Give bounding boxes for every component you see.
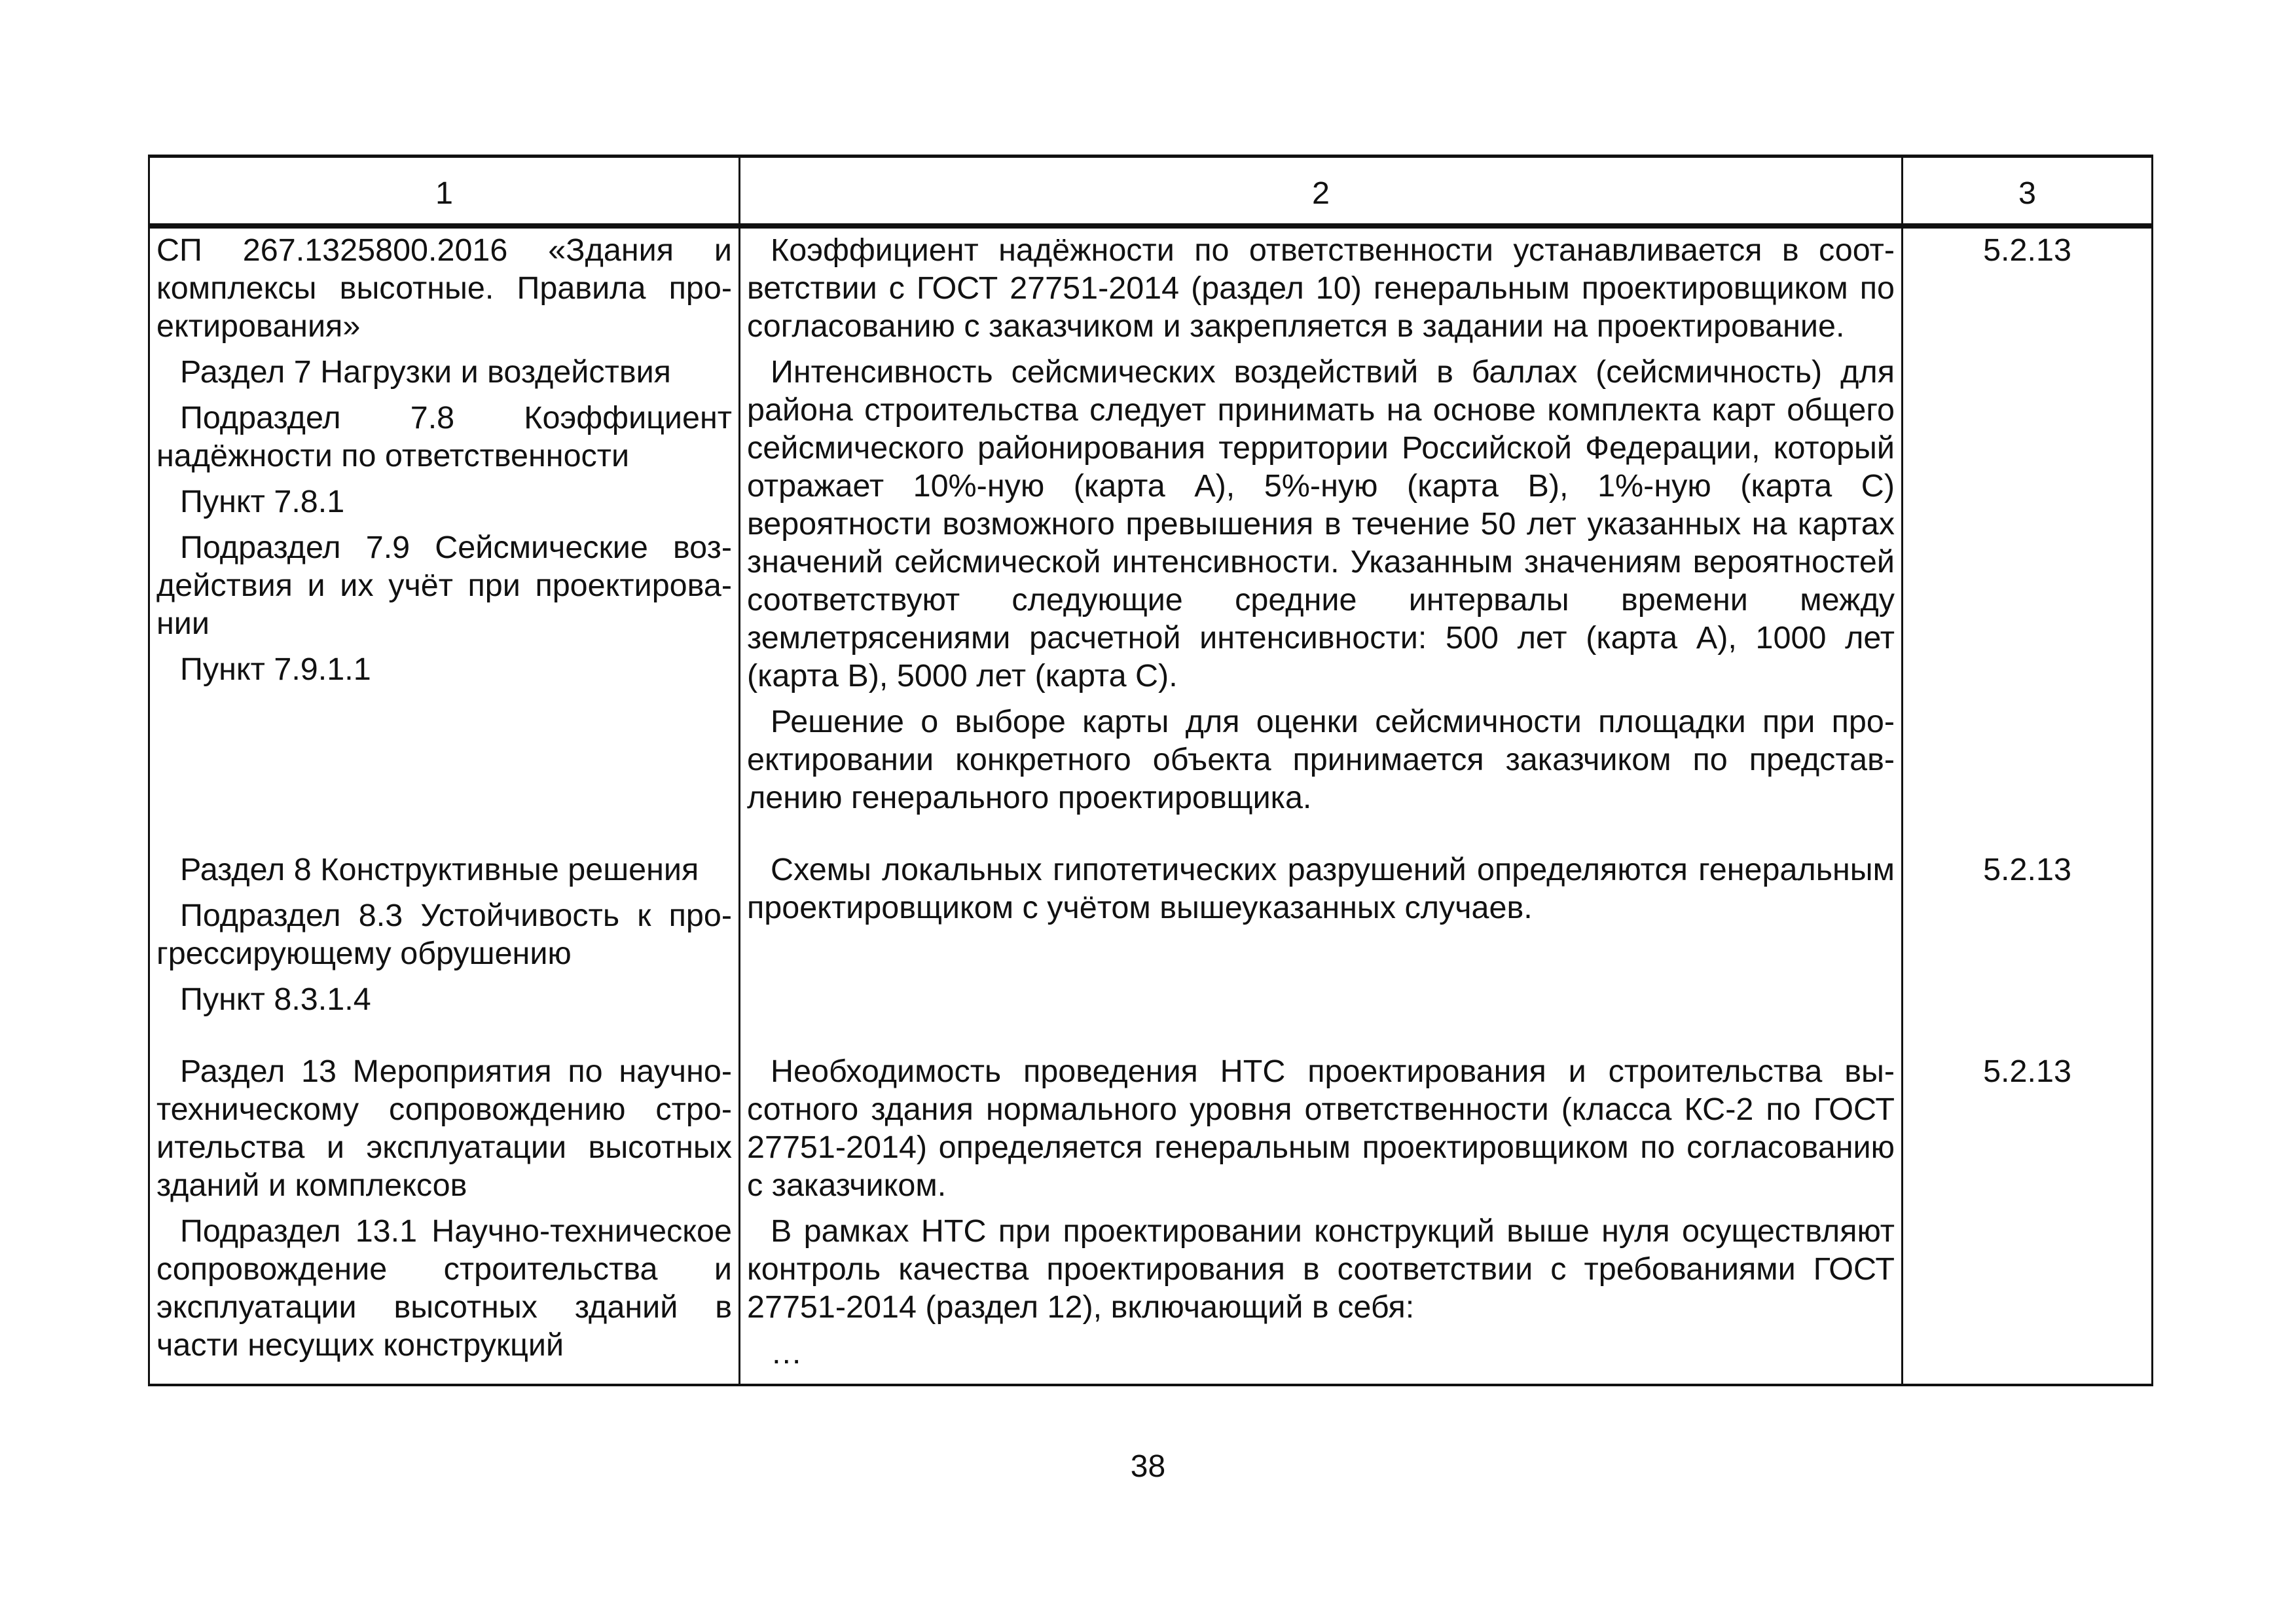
page-number: 38 xyxy=(1130,1449,1166,1484)
document-reference-cell xyxy=(149,1050,740,1385)
requirement-paragraph: Необходимость проведения НТС проектирования и строительства высотного здания нормального уровня ответственности (класса КС-2 по ГОСТ 27751-2014) определяется генеральным проектировщиком по согласованию с заказчиком. xyxy=(747,1054,1895,1203)
requirement-text-cell xyxy=(740,848,1903,1050)
clause-reference: 5.2.13 xyxy=(1903,848,2153,1050)
clause-number: Пункт 8.3.1.4 xyxy=(180,982,371,1017)
requirement-paragraph: Решение о выборе карты для оценки сейсмичности площадки при проектировании конкретного объекта принимается заказчиком по представлению генерального проектировщика. xyxy=(747,704,1895,815)
clause-number: Пункт 7.9.1.1 xyxy=(180,652,371,687)
clause-reference: 5.2.13 xyxy=(1903,226,2153,848)
subsection-title: Подраздел 7.9 Сейсмические воздействия и их учёт при проектировании xyxy=(156,530,732,641)
subsection-title: Подраздел 13.1 Научно-техническое сопровождение строительства и эксплуатации высотных зданий в части несущих конструкций xyxy=(156,1213,732,1363)
clause-number: Пункт 7.8.1 xyxy=(180,484,345,519)
section-title: Раздел 8 Конструктивные решения xyxy=(180,852,699,887)
column-header-1: 1 xyxy=(149,157,740,227)
ellipsis-continuation: … xyxy=(771,1335,803,1371)
requirement-paragraph: Коэффициент надёжности по ответственности устанавливается в соответствии с ГОСТ 27751-2014 (раздел 10) генеральным проектировщиком по согласованию с заказчиком и закрепляется в задании на проектирование. xyxy=(747,232,1895,344)
clause-reference: 5.2.13 xyxy=(1903,1050,2153,1385)
document-reference-cell xyxy=(149,848,740,1050)
table-header-row xyxy=(149,157,2153,227)
requirement-paragraph: В рамках НТС при проектировании конструкций выше нуля осуществляют контроль качества проектирования в соответствии с требованиями ГОСТ 27751-2014 (раздел 12), включающий в себя: xyxy=(747,1213,1895,1325)
column-header-3: 3 xyxy=(1903,157,2153,227)
table-row xyxy=(149,1050,2153,1385)
subsection-title: Подраздел 7.8 Коэффициент надёжности по ответственности xyxy=(156,400,732,473)
column-header-2: 2 xyxy=(740,157,1903,227)
requirement-paragraph: Схемы локальных гипотетических разрушений определяются генеральным проектировщиком с учётом вышеуказанных случаев. xyxy=(747,852,1895,925)
document-reference-cell xyxy=(149,226,740,848)
table-row xyxy=(149,226,2153,848)
normative-document-title: СП 267.1325800.2016 «Здания и комплексы высотные. Правила проектирования» xyxy=(156,232,732,344)
section-title: Раздел 7 Нагрузки и воздействия xyxy=(180,354,671,390)
requirement-text-cell xyxy=(740,226,1903,848)
requirement-paragraph: Интенсивность сейсмических воздействий в баллах (сейсмичность) для района строительства следует принимать на основе комплекта карт общего сейсмического районирования территории Российской Федерации, который отражает 10%-ную (карта А), 5%-ную (карта В), 1%-ную (карта С) вероятности возможного превышения в течение 50 лет указанных на картах значений сейсмической интенсивности. Указанным значениям вероятностей соответствуют следующие средние интервалы времени между землетрясениями расчетной интенсивности: 500 лет (карта А), 1000 лет (карта В), 5000 лет (карта С). xyxy=(747,354,1895,693)
table-row xyxy=(149,848,2153,1050)
document-table xyxy=(148,155,2153,1386)
requirement-text-cell xyxy=(740,1050,1903,1385)
section-title: Раздел 13 Мероприятия по научно-техническому сопровождению строительства и эксплуатации высотных зданий и комплексов xyxy=(156,1054,732,1203)
subsection-title: Подраздел 8.3 Устойчивость к прогрессирующему обрушению xyxy=(156,898,732,971)
